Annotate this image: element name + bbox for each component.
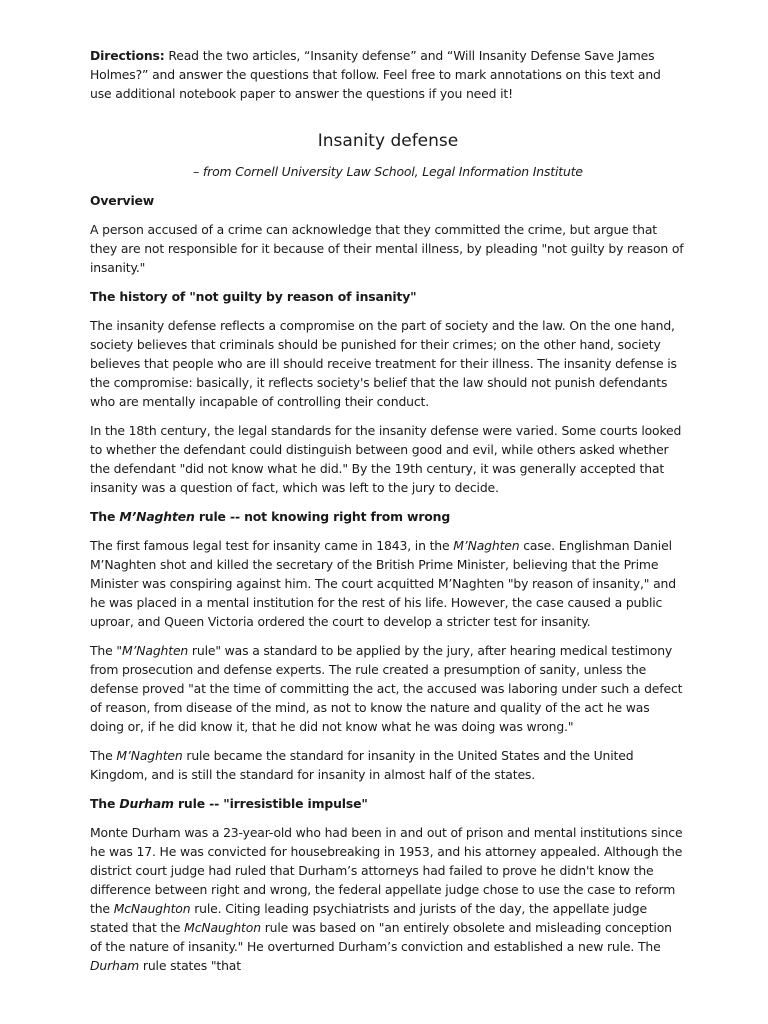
text-run: Monte Durham was a 23-year-old who had been in and out of prison and mental institutions since he was 17. He was convicted for housebreaking in 1953, and his attorney appealed. Although the district court judge had ruled that Durham’s attorneys had failed to prove he didn't know the difference between right and wrong, the federal appellate judge chose to use the case to reform the: [90, 825, 683, 916]
mnaghten-heading-name: M’Naghten: [119, 509, 195, 524]
case-name: McNaughton: [184, 920, 261, 935]
directions-paragraph: [90, 46, 686, 103]
text-run: rule became the standard for insanity in the United States and the United Kingdom, and is still the standard for insanity in almost half of the states.: [90, 748, 634, 782]
durham-heading-prefix: The: [90, 796, 120, 811]
durham-heading: [90, 794, 686, 813]
overview-paragraph: A person accused of a crime can acknowledge that they committed the crime, but argue that they are not responsible for it because of their mental illness, by pleading "not guilty by reason of insanity.": [90, 222, 684, 275]
article-title: Insanity defense: [317, 131, 459, 151]
mnaghten-paragraph-1: [90, 536, 686, 631]
mnaghten-paragraph-3: [90, 746, 686, 784]
case-name: M’Naghten: [121, 643, 189, 658]
history-paragraph-2: In the 18th century, the legal standards for the insanity defense were varied. Some courts looked to whether the defendant could distinguish between good and evil, while others asked whether the defendant "did not know what he did." By the 19th century, it was generally accepted that insanity was a question of fact, which was left to the jury to decide.: [90, 423, 682, 495]
history-heading: The history of "not guilty by reason of insanity": [90, 289, 417, 304]
directions-label: Directions:: [90, 48, 165, 63]
durham-paragraph: [90, 823, 686, 975]
durham-heading-suffix: rule -- "irresistible impulse": [173, 796, 368, 811]
history-paragraph-1: The insanity defense reflects a compromise on the part of society and the law. On the one hand, society believes that criminals should be punished for their crimes; on the other hand, society believes that people who are ill should receive treatment for their illness. The insanity defense is the compromise: basically, it reflects society's belief that the law should not punish defendants who are mentally incapable of controlling their conduct.: [90, 318, 677, 409]
mnaghten-heading-prefix: The: [90, 509, 120, 524]
text-run: The: [90, 748, 117, 763]
case-name: M’Naghten: [116, 748, 183, 763]
text-run: rule was based on "an entirely obsolete and misleading conception of the nature of insanity." He overturned Durham’s conviction and established a new rule. The: [90, 920, 672, 954]
directions-text: Read the two articles, “Insanity defense” and “Will Insanity Defense Save James Holmes?” and answer the questions that follow. Feel free to mark annotations on this text and use additional notebook paper to answer the questions if you need it!: [90, 48, 661, 101]
case-name: M’Naghten: [453, 538, 520, 553]
text-run: rule" was a standard to be applied by the jury, after hearing medical testimony from prosecution and defense experts. The rule created a presumption of sanity, unless the defense proved "at the time of committing the act, the accused was laboring under such a defect of reason, from disease of the mind, as not to know the nature and quality of the act he was doing or, if he did know it, that he did not know what he was doing was wrong.": [90, 643, 683, 734]
article-source: – from Cornell University Law School, Legal Information Institute: [193, 164, 583, 179]
case-name: Durham: [90, 958, 140, 973]
text-run: The first famous legal test for insanity came in 1843, in the: [90, 538, 454, 553]
mnaghten-heading-suffix: rule -- not knowing right from wrong: [194, 509, 451, 524]
case-name: McNaughton: [113, 901, 191, 916]
overview-heading: Overview: [90, 193, 155, 208]
text-run: The ": [90, 643, 122, 658]
text-run: rule states "that: [139, 958, 241, 973]
mnaghten-heading: [90, 507, 686, 526]
durham-heading-name: Durham: [119, 796, 174, 811]
mnaghten-paragraph-2: [90, 641, 686, 736]
text-run: rule. Citing leading psychiatrists and jurists of the day, the appellate judge stated that the: [90, 901, 647, 935]
text-run: case. Englishman Daniel M’Naghten shot and killed the secretary of the British Prime Minister, believing that the Prime Minister was conspiring against him. The court acquitted M’Naghten "by reason of insanity," and he was placed in a mental institution for the rest of his life. However, the case caused a public uproar, and Queen Victoria ordered the court to develop a stricter test for insanity.: [90, 538, 676, 629]
